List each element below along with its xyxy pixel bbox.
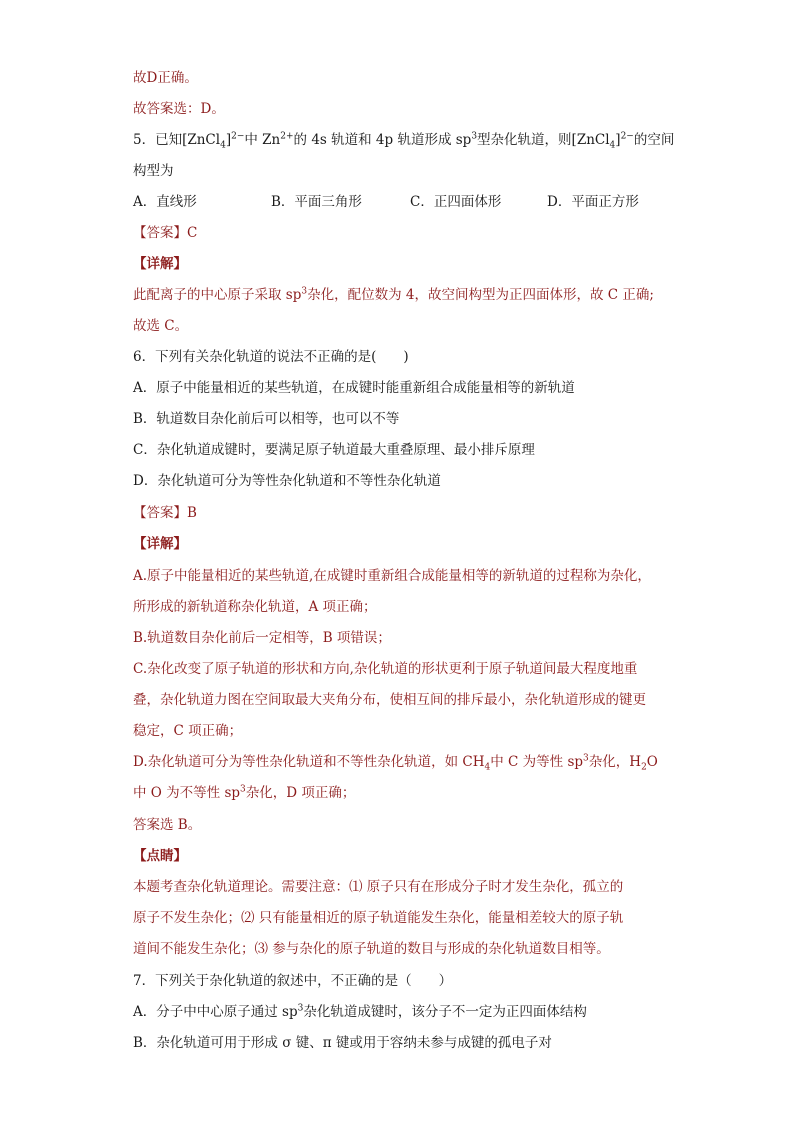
- text: A.原子中能量相近的某些轨道,在成键时重新组合成能量相等的新轨道的过程称为杂化，: [133, 568, 651, 584]
- superscript: 3: [471, 131, 478, 142]
- explanation-line: [133, 628, 391, 648]
- text: C．杂化轨道成键时，要满足原子轨道最大重叠原理、最小排斥原理: [133, 442, 535, 458]
- text-line: [133, 68, 198, 88]
- text: 原子不发生杂化；⑵ 只有能量相近的原子轨道能发生杂化，能量相差较大的原子轨: [133, 910, 624, 926]
- text: 中 Zn: [244, 132, 281, 148]
- text-line: [133, 99, 225, 119]
- superscript: 3: [297, 1003, 304, 1014]
- explanation-line: [133, 690, 646, 710]
- text: 叠，杂化轨道力图在空间取最大夹角分布，使相互间的排斥最小，杂化轨道形成的键更: [133, 692, 646, 708]
- option-a: [133, 378, 575, 398]
- explanation-line: [133, 815, 201, 835]
- text: 中 O 为不等性 sp: [133, 785, 241, 801]
- explanation-line: [133, 316, 188, 336]
- text: 杂化，D 项正确；: [245, 785, 356, 801]
- tip-heading: [133, 846, 187, 866]
- superscript: 3: [240, 784, 246, 795]
- text: 答案选 B。: [133, 817, 202, 833]
- option-a: [133, 1002, 587, 1022]
- text: ]: [615, 132, 621, 148]
- option-d: D．平面正方形: [547, 194, 639, 210]
- text: B．轨道数目杂化前后可以相等，也可以不等: [133, 411, 400, 427]
- tip-line: [133, 939, 610, 959]
- question-5-stem-line2: [133, 161, 174, 181]
- text: 【详解】: [133, 536, 187, 552]
- superscript: 2−: [620, 131, 634, 142]
- option-b: B．平面三角形: [271, 194, 362, 210]
- superscript: 3: [583, 753, 589, 764]
- detail-heading: [133, 254, 187, 274]
- text: O: [646, 754, 658, 770]
- text: A．分子中中心原子通过 sp: [133, 1004, 298, 1020]
- option-b: [133, 409, 399, 429]
- text: 【答案】B: [133, 505, 197, 521]
- text: 杂化，配位数为 4，故空间构型为正四面体形，故 C 正确;: [307, 287, 654, 303]
- text: 稳定，C 项正确；: [133, 723, 243, 739]
- option-c: C．正四面体形: [410, 194, 502, 210]
- question-6-stem: [133, 347, 409, 367]
- tip-line: [133, 877, 623, 897]
- explanation-line: [133, 783, 355, 803]
- text: 6．下列有关杂化轨道的说法不正确的是( ): [133, 349, 409, 365]
- question-5-options: [133, 192, 639, 212]
- text: 构型为: [133, 163, 174, 179]
- text: 7．下列关于杂化轨道的叙述中，不正确的是（ ）: [133, 973, 453, 989]
- text: 杂化，H: [588, 754, 642, 770]
- option-d: [133, 471, 441, 491]
- text: 的 4s 轨道和 4p 轨道形成 sp: [293, 132, 472, 148]
- text: 型杂化轨道，则[ZnCl: [477, 132, 610, 148]
- subscript: 2: [641, 762, 647, 773]
- explanation-line: [133, 285, 654, 305]
- subscript: 4: [609, 140, 616, 151]
- text: 【答案】C: [133, 225, 198, 241]
- detail-heading: [133, 534, 187, 554]
- explanation-line: [133, 752, 658, 772]
- subscript: 4: [220, 140, 226, 151]
- text: 【点睛】: [133, 848, 187, 864]
- question-7-stem: [133, 971, 452, 991]
- subscript: 4: [484, 762, 491, 773]
- superscript: 3: [301, 286, 308, 297]
- text: 道间不能发生杂化；⑶ 参与杂化的原子轨道的数目与形成的杂化轨道数目相等。: [133, 941, 610, 957]
- text: 本题考查杂化轨道理论。需要注意：⑴ 原子只有在形成分子时才发生杂化，孤立的: [133, 879, 624, 895]
- text: 中 C 为等性 sp: [490, 754, 584, 770]
- text: B.轨道数目杂化前后一定相等，B 项错误；: [133, 630, 391, 646]
- explanation-line: [133, 566, 651, 586]
- text: D．杂化轨道可分为等性杂化轨道和不等性杂化轨道: [133, 473, 441, 489]
- answer-label: [133, 503, 197, 523]
- text: 故选 C。: [133, 318, 189, 334]
- tip-line: [133, 908, 623, 928]
- superscript: 2−: [231, 131, 245, 142]
- answer-label: [133, 223, 197, 243]
- option-c: [133, 440, 535, 460]
- text: C.杂化改变了原子轨道的形状和方向,杂化轨道的形状更利于原子轨道间最大程度地重: [133, 661, 638, 677]
- question-5-stem: [133, 130, 674, 150]
- text: D.杂化轨道可分为等性杂化轨道和不等性杂化轨道，如 CH: [133, 754, 485, 770]
- text: 故D正确。: [133, 70, 198, 86]
- text: A．原子中能量相近的某些轨道，在成键时能重新组合成能量相等的新轨道: [133, 380, 575, 396]
- option-b: [133, 1033, 552, 1053]
- text: 杂化轨道成键时，该分子不一定为正四面体结构: [303, 1004, 587, 1020]
- text: 所形成的新轨道称杂化轨道，A 项正确；: [133, 599, 377, 615]
- superscript: 2+: [280, 131, 294, 142]
- text: ]: [225, 132, 232, 148]
- explanation-line: [133, 721, 242, 741]
- text: 此配离子的中心原子采取 sp: [133, 287, 302, 303]
- text: 【详解】: [133, 256, 187, 272]
- option-a: A．直线形: [133, 194, 197, 210]
- text: B．杂化轨道可用于形成 σ 键、π 键或用于容纳未参与成键的孤电子对: [133, 1035, 552, 1051]
- text: 的空间: [633, 132, 675, 148]
- explanation-line: [133, 597, 377, 617]
- text: 故答案选：D。: [133, 101, 225, 117]
- explanation-line: [133, 659, 637, 679]
- text: 5．已知[ZnCl: [133, 132, 221, 148]
